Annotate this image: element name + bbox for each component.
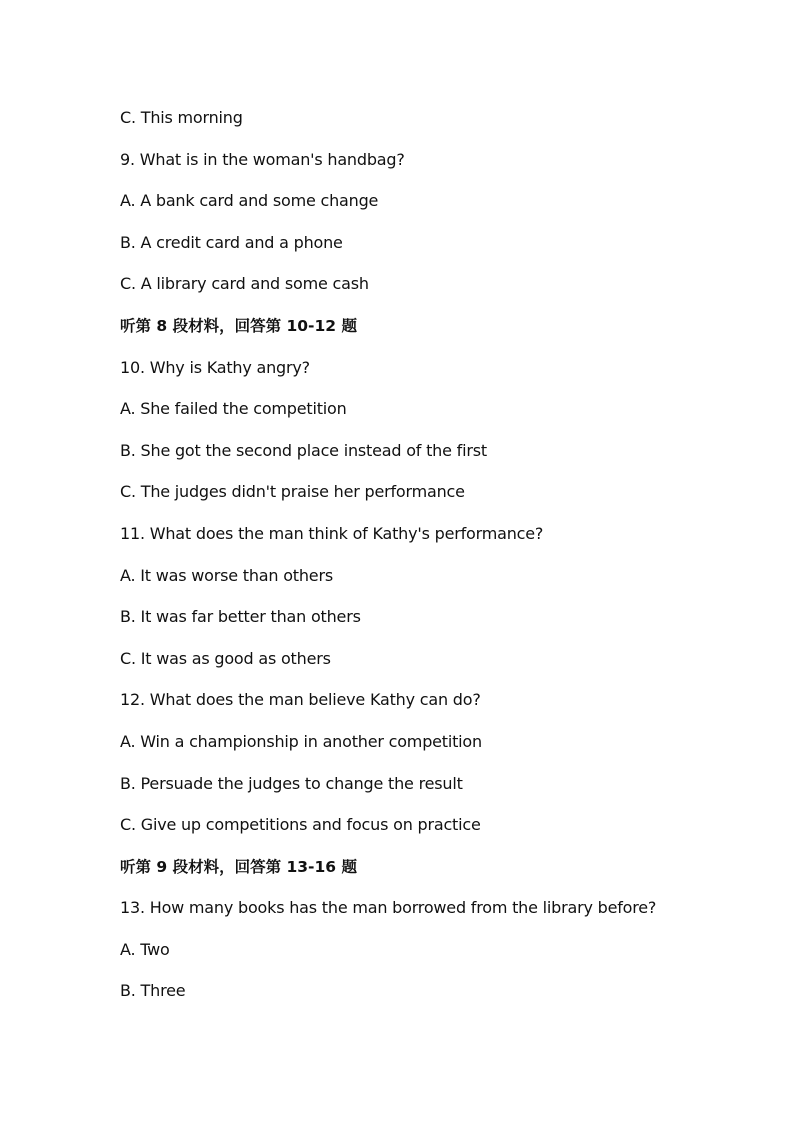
option-line: A. Two <box>120 939 170 959</box>
option-line: B. Persuade the judges to change the result <box>120 773 463 793</box>
question-line: 13. How many books has the man borrowed from the library before? <box>120 898 657 918</box>
option-line: B. She got the second place instead of the first <box>120 440 487 460</box>
option-line: A. Win a championship in another competition <box>120 731 482 751</box>
option-line: A. A bank card and some change <box>120 191 379 211</box>
option-line: C. A library card and some cash <box>120 274 369 294</box>
option-line: B. Three <box>120 981 186 1001</box>
section-heading: 听第 8 段材料，回答第 10-12 题 <box>120 316 357 335</box>
option-line: A. She failed the competition <box>120 399 347 419</box>
section-heading: 听第 9 段材料，回答第 13-16 题 <box>120 857 357 876</box>
option-line: C. This morning <box>120 108 243 127</box>
question-line: 12. What does the man believe Kathy can do? <box>120 690 481 710</box>
option-line: B. It was far better than others <box>120 607 361 627</box>
question-line: 9. What is in the woman's handbag? <box>120 149 405 169</box>
option-line: C. Give up competitions and focus on practice <box>120 815 481 835</box>
option-line: C. It was as good as others <box>120 648 331 668</box>
question-line: 11. What does the man think of Kathy's performance? <box>120 523 544 543</box>
option-line: B. A credit card and a phone <box>120 232 343 252</box>
option-line: A. It was worse than others <box>120 565 333 585</box>
question-line: 10. Why is Kathy angry? <box>120 357 310 377</box>
question-list <box>120 105 740 1020</box>
option-line: C. The judges didn't praise her performance <box>120 482 465 502</box>
